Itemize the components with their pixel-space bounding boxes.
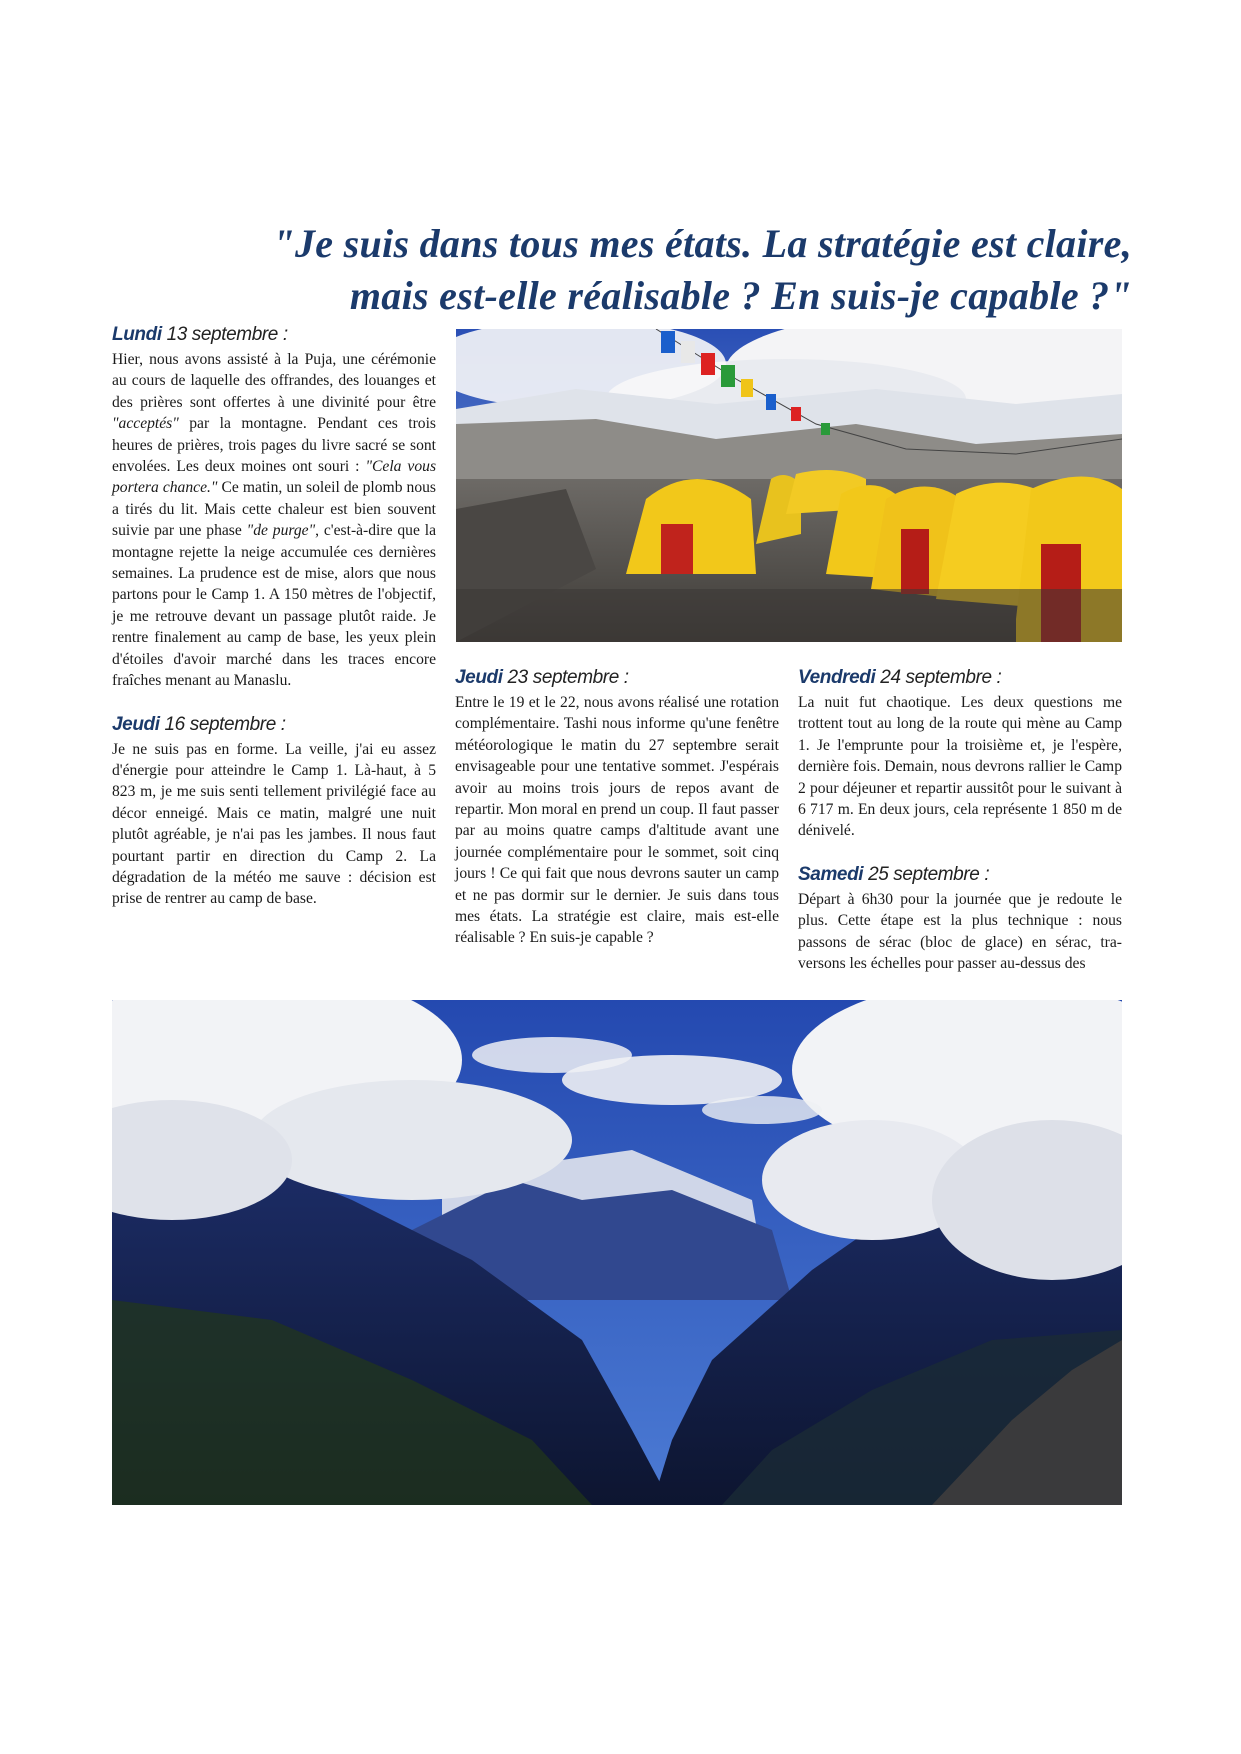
mountain-valley-photo [112,1000,1122,1505]
entry-day: Vendredi [798,667,876,688]
column-left [112,323,436,910]
entry-heading-jeudi-16 [112,713,436,737]
quote-chance: "Cela vous portera chance." [112,458,437,497]
entry-date: 16 septembre : [159,713,286,735]
quote-purge: "de purge" [246,522,316,540]
text-span: par la montagne. Pendant ces trois heures de prières, trois pages du livre sacré se sont envolées. Les deux moines ont souri : [112,415,436,476]
entry-day: Jeudi [455,667,503,688]
quote-accepted: "acceptés" [112,415,179,433]
entry-date: 25 septembre : [863,863,990,885]
entry-date: 23 septembre : [502,667,629,688]
entry-heading-lundi [112,323,436,347]
entry-body-jeudi-23: Entre le 19 et le 22, nous avons réalisé une rotation complémentaire. Tashi nous informe qu'une fenêtre météorologique le matin du 27 septembre serait envisageable pour une tentative sommet. J'espérais avoir au moins trois jours de repos avant de repartir. Mon moral en prend un coup. Il faut passer par au moins quatre camps d'altitude avant une journée complémentaire pour le sommet, soit cinq jours ! Ce qui fait que nous devrons sauter un camp et ne pas dormir sur le dernier. Je suis dans tous mes états. La stratégie est claire, mais est-elle réalisable ? En suis-je capable ? [455,694,779,947]
entry-day: Samedi [798,863,864,885]
text-span: Hier, nous avons assisté à la Puja, une cérémonie au cours de laquelle des offrandes, des louanges et des prières sont offertes à une divinité pour être [112,351,436,411]
entry-body-jeudi-16: Je ne suis pas en forme. La veille, j'ai eu assez d'énergie pour atteindre le Camp 1. Là-haut, à 5 823 m, je me suis senti tellement privilégié face au décor enneigé. Mais ce matin, malgré une nuit plutôt agréable, je n'ai pas les jambes. Il nous faut pourtant partir en direction du Camp 2. La dégradation de la météo me sauve : décision est prise de rentrer au camp de base. [112,740,436,908]
entry-heading-jeudi-23 [455,666,779,690]
base-camp-tents-image [456,329,1122,642]
entry-day: Lundi [112,324,162,345]
entry-date: 24 septembre : [875,667,1002,688]
text-span: Ce matin, un soleil de plomb nous a tirés du lit. Mais cette chaleur est bien souvent suivie par une phase [112,479,437,540]
pull-quote-line-2: mais est-elle réalisable ? En suis-je capable ?" [349,273,1132,318]
column-middle [455,666,779,949]
mountain-valley-image [112,1000,1122,1505]
entry-body-lundi [112,349,436,692]
entry-date: 13 septembre : [161,324,288,345]
entry-day: Jeudi [112,713,160,735]
entry-heading-samedi-25 [798,863,1122,887]
entry-body-vendredi-24: La nuit fut chaotique. Les deux questions me trottent tout au long de la route qui mène au Camp 1. Je l'emprunte pour la troisième et, je l'espère, dernière fois. Demain, nous devrons rallier le Camp 2 pour déjeuner et repartir aussitôt pour le suivant à 6 717 m. En deux jours, cela représente 1 850 m de dénivelé. [798,694,1122,840]
text-span: , c'est-à-dire que la montagne rejette la neige accumulée ces dernières semaines. La prudence est de mise, alors que nous partons pour le Camp 1. A 150 mètres de l'objectif, je me retrouve devant un passage plutôt raide. Je rentre finalement au camp de base, les yeux plein d'étoiles d'avoir marché dans les traces encore fraîches menant au Manaslu. [112,522,436,690]
base-camp-tents-photo [456,329,1122,642]
pull-quote-line-1: "Je suis dans tous mes états. La stratégie est claire, [272,221,1132,266]
column-right [798,666,1122,974]
entry-body-samedi-25: Départ à 6h30 pour la journée que je redoute le plus. Cette étape est la plus technique : nous passons de sérac (bloc de glace) en sérac, traversons les échelles pour passer au-dessus des [798,890,1122,973]
pull-quote [112,218,1132,322]
entry-heading-vendredi-24 [798,666,1122,690]
